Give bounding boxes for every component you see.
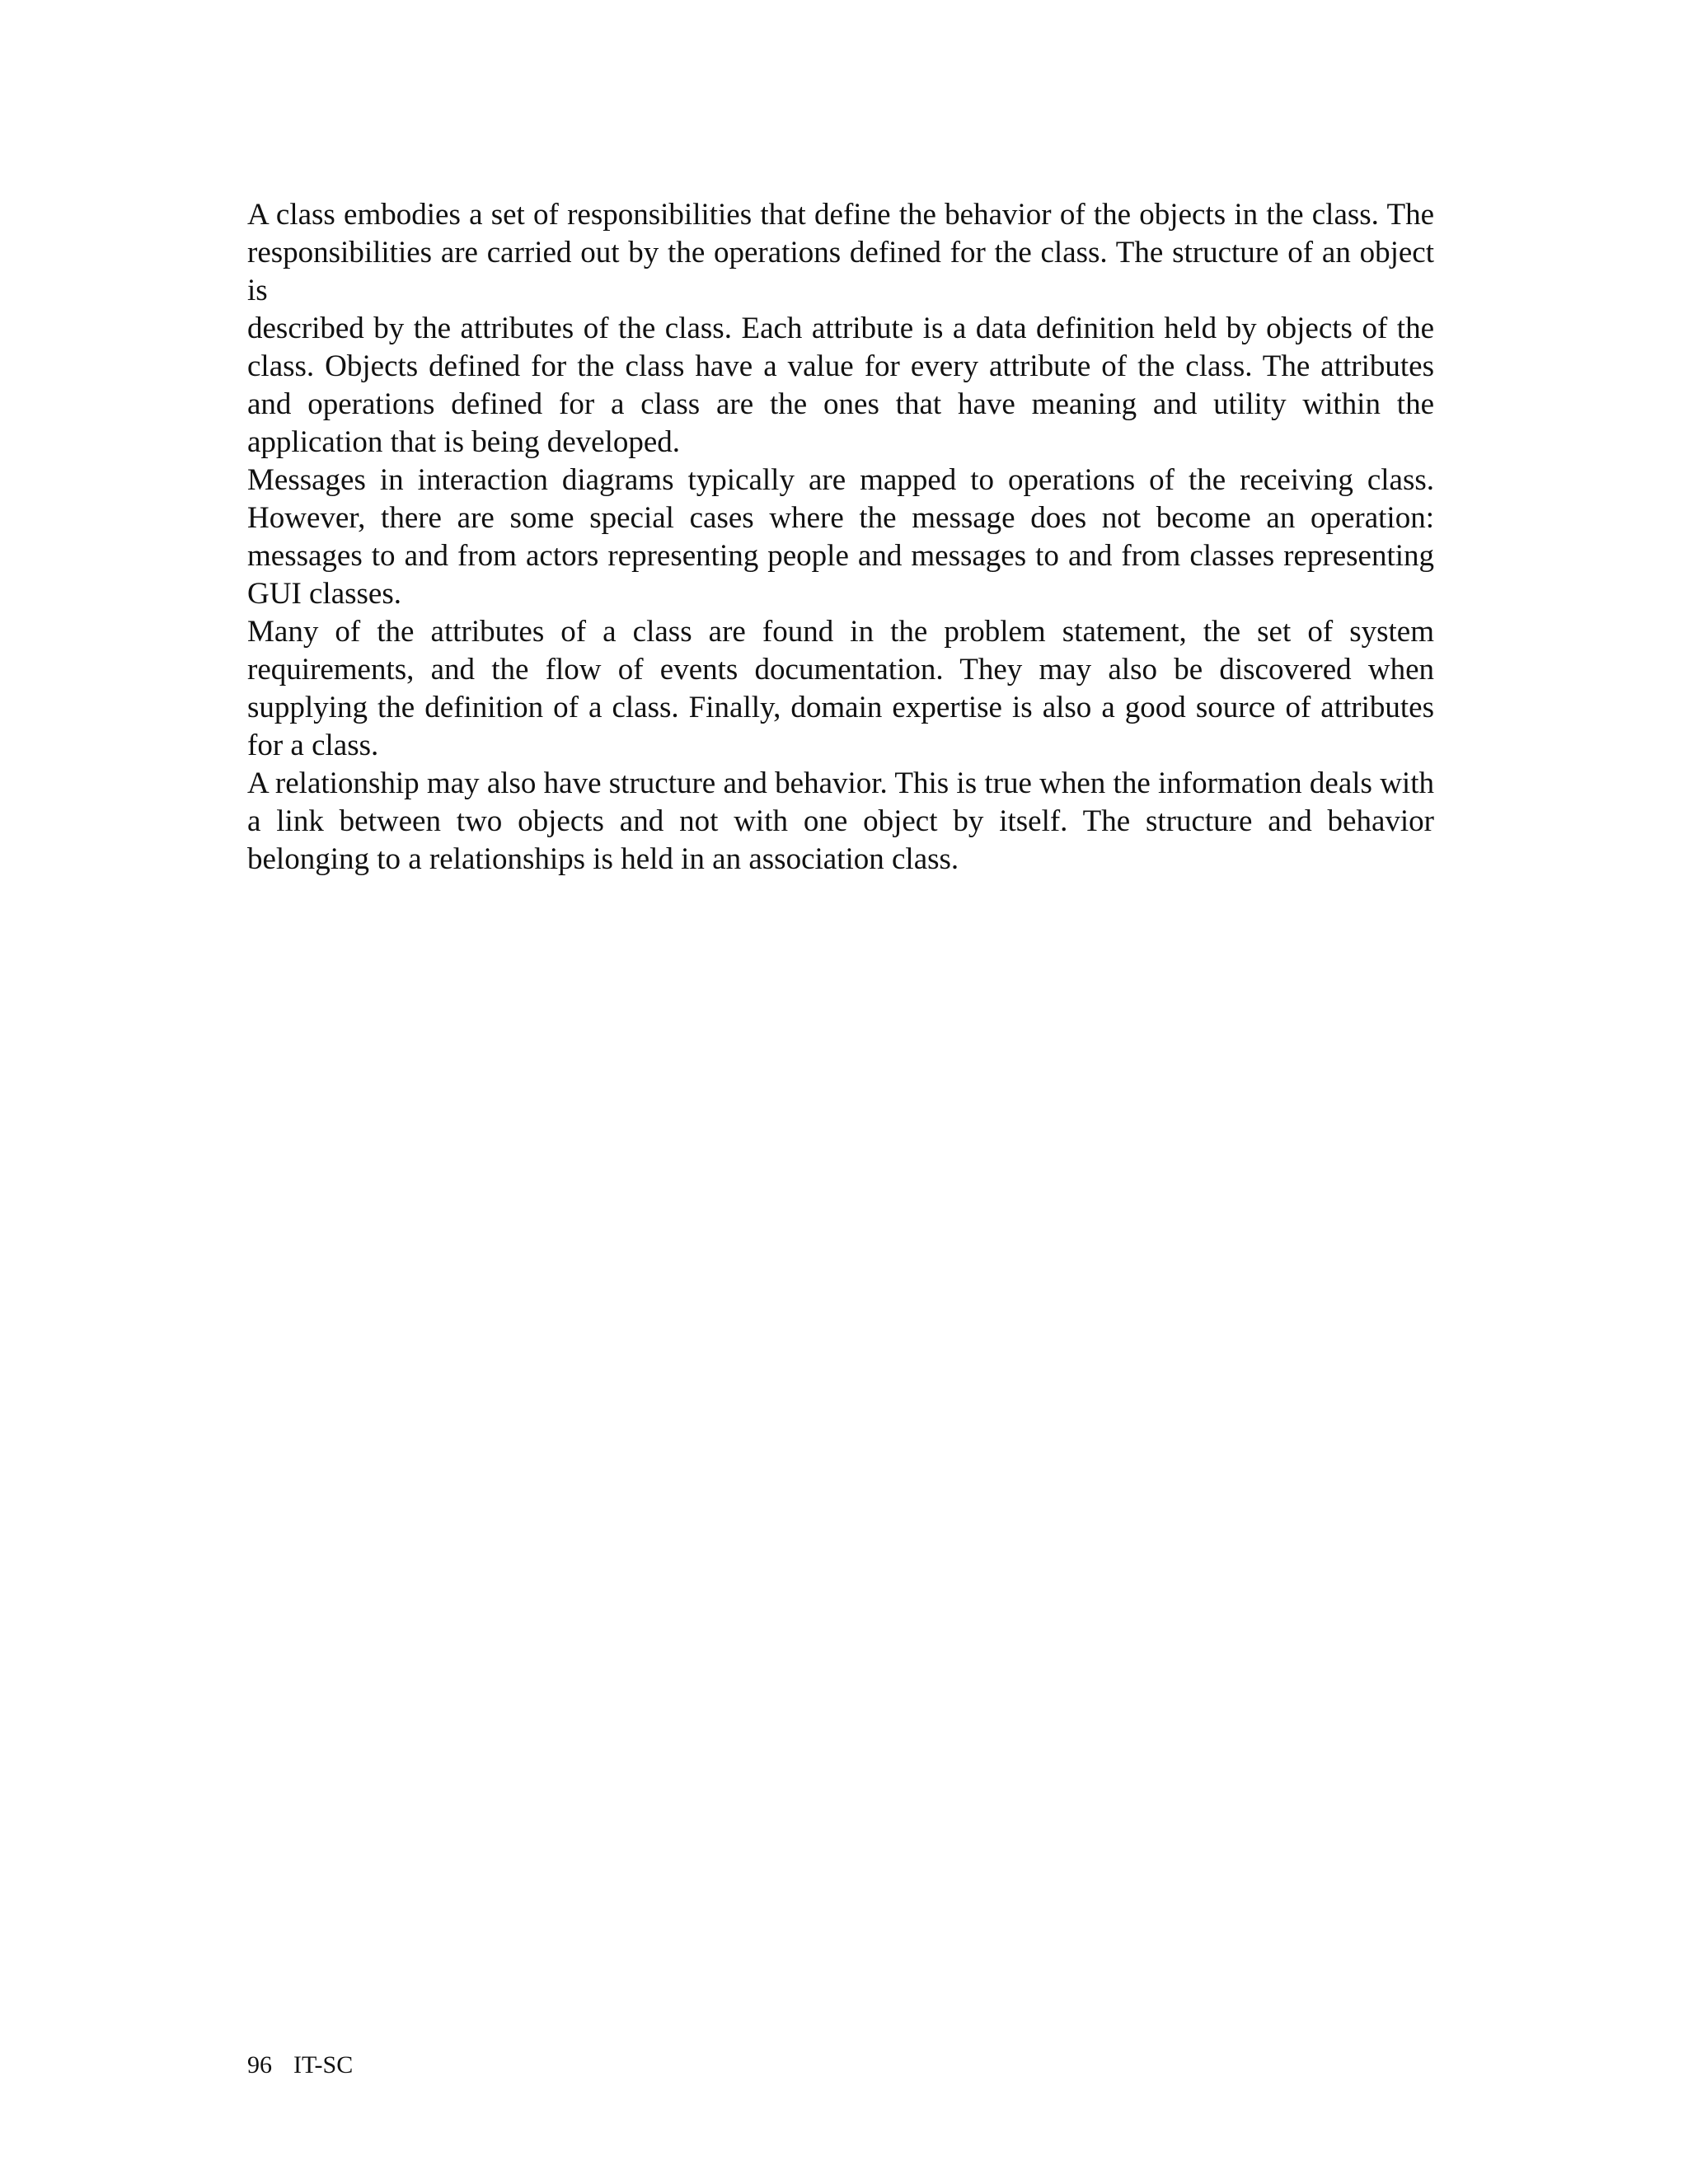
paragraph-class-responsibilities: A class embodies a set of responsibilities that define the behavior of the objects in the class. The responsibilities are carried out by the operations defined for the class. The structure of an object is bbox=[247, 198, 1434, 307]
page-number: 96 bbox=[247, 2051, 272, 2079]
footer-label: IT-SC bbox=[293, 2051, 354, 2079]
paragraph-finding-attributes: Many of the attributes of a class are found in the problem statement, the set of system requirements, and the flow of events documentation. They may also be discovered when supplying the definition of a class. Finally, domain expertise is also a good source of attributes for a class. bbox=[247, 615, 1434, 762]
paragraph-class-attributes: described by the attributes of the class. Each attribute is a data definition held by objects of the class. Objects defined for the class have a value for every attribute of the class. The attributes and operations defined for a class are the ones that have meaning and utility within the application that is being developed. bbox=[247, 312, 1434, 459]
paragraph-association-class: A relationship may also have structure and behavior. This is true when the information deals with a link between two objects and not with one object by itself. The structure and behavior belonging to a relationships is held in an association class. bbox=[247, 766, 1434, 876]
paragraph-interaction-messages: Messages in interaction diagrams typically are mapped to operations of the receiving class. However, there are some special cases where the message does not become an operation: messages to and from actors representing people and messages to and from classes representing GUI classes. bbox=[247, 463, 1434, 611]
page-footer bbox=[247, 2050, 353, 2080]
page-body bbox=[247, 196, 1434, 879]
